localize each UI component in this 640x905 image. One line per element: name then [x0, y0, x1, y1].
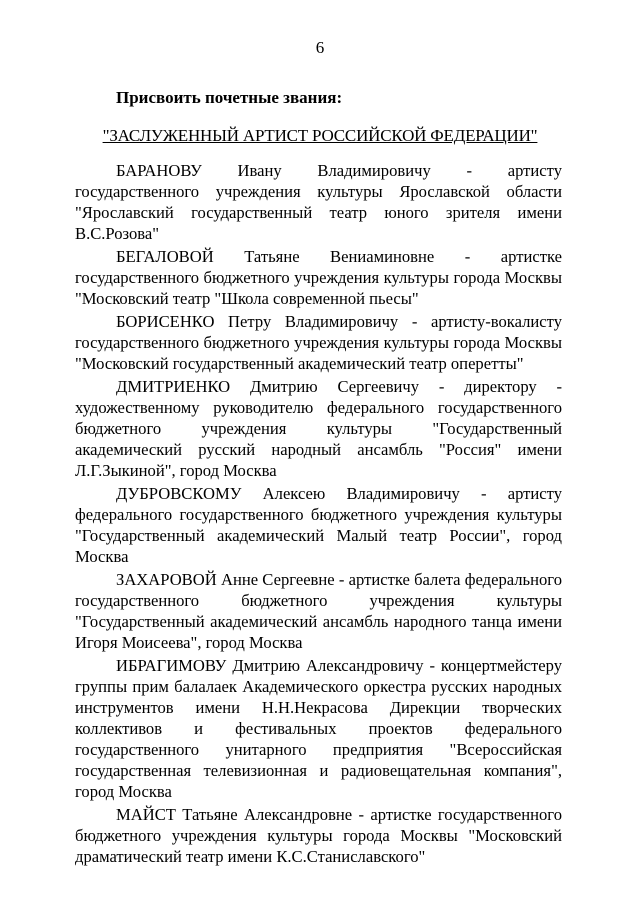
- awardee-entry: ДМИТРИЕНКО Дмитрию Сергеевичу - директору - художественному руководителю федерального государственного бюджетного учреждения культуры "Государственный академический русский народный ансамбль "Россия" имени Л.Г.Зыкиной", город Москва: [75, 377, 562, 480]
- awardee-entry: ЗАХАРОВОЙ Анне Сергеевне - артистке балета федерального государственного бюджетного учреждения культуры "Государственный академический ансамбль народного танца имени Игоря Моисеева", город Москва: [75, 570, 562, 652]
- awardee-list: [75, 160, 562, 869]
- honorary-title: "ЗАСЛУЖЕННЫЙ АРТИСТ РОССИЙСКОЙ ФЕДЕРАЦИИ": [102, 126, 538, 145]
- awardee-entry: БАРАНОВУ Ивану Владимировичу - артисту государственного учреждения культуры Ярославской области "Ярославский государственный театр юного зрителя имени В.С.Розова": [75, 161, 562, 243]
- decree-heading: Присвоить почетные звания:: [116, 88, 343, 107]
- awardee-entry: ДУБРОВСКОМУ Алексею Владимировичу - артисту федерального государственного бюджетного учреждения культуры "Государственный академический Малый театр России", город Москва: [75, 484, 562, 566]
- awardee-entry: МАЙСТ Татьяне Александровне - артистке государственного бюджетного учреждения культуры города Москвы "Московский драматический театр имени К.С.Станиславского": [75, 805, 562, 866]
- awardee-entry: ИБРАГИМОВУ Дмитрию Александровичу - концертмейстеру группы прим балалаек Академического оркестра русских народных инструментов имени Н.Н.Некрасова Дирекции творческих коллективов и фестивальных проектов федерального государственного унитарного предприятия "Всероссийская государственная телевизионная и радиовещательная компания", город Москва: [75, 656, 562, 801]
- awardee-entry: БОРИСЕНКО Петру Владимировичу - артисту-вокалисту государственного бюджетного учреждения культуры города Москвы "Московский государственный академический театр оперетты": [75, 312, 562, 373]
- awardee-entry: БЕГАЛОВОЙ Татьяне Вениаминовне - артистке государственного бюджетного учреждения культуры города Москвы "Московский театр "Школа современной пьесы": [75, 247, 562, 308]
- page-number: 6: [315, 38, 325, 57]
